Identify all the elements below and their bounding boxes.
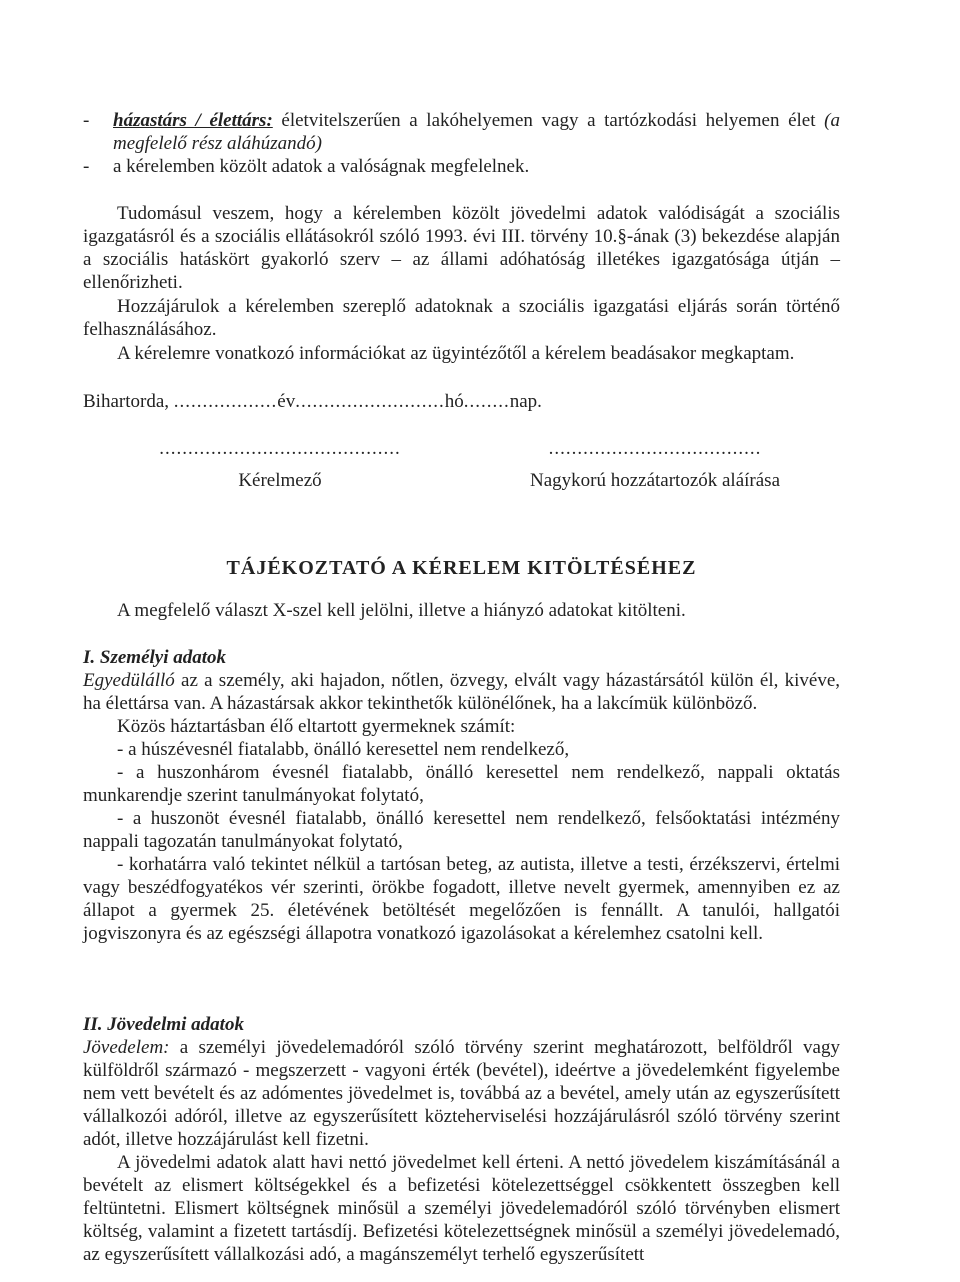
day-blank: ........ — [463, 391, 510, 412]
year-label: év — [277, 391, 296, 412]
relatives-signature-block — [500, 437, 810, 492]
applicant-label: Kérelmező — [238, 470, 322, 491]
definition-term: Egyedülálló — [83, 670, 175, 691]
section-heading: I. Személyi adatok — [83, 647, 227, 668]
child-intro: Közös háztartásban élő eltartott gyermeknek számít: — [117, 716, 516, 737]
list-item: - a huszonöt évesnél fiatalabb, önálló keresettel nem rendelkező, felsőoktatási intézmény nappali tagozatán tanulmányokat folytató, — [83, 808, 840, 852]
single-person-definition — [83, 669, 840, 715]
definition-text: az a személy, aki hajadon, nőtlen, özvegy, elvált vagy házastársától külön él, kivéve, ha élettársa van. A házastársak akkor tekinthetők különélőnek, ha a lakcímük különböző. — [83, 670, 840, 714]
spouse-label: házastárs / élettárs: — [113, 110, 273, 131]
list-item: - a huszonhárom évesnél fiatalabb, önálló keresettel nem rendelkező, nappali oktatás munkarendje szerint tanulmányokat folytató, — [83, 762, 840, 806]
underline-note: (a megfelelő rész aláhúzandó) — [113, 110, 840, 154]
relatives-signature-line: ..................................... — [548, 438, 762, 459]
applicant-signature-block — [130, 437, 430, 492]
list-item: - korhatárra való tekintet nélkül a tartósan beteg, az autista, illetve a testi, érzékszervi, értelmi vagy beszédfogyatékos vér szerinti, örökbe fogadott, illetve nevelt gyermek, amennyiben ez az állapot a gyermek 25. életévének betöltését megelőzően is fennállt. A tanulói, hallgatói jogviszonyra és az egészségi állapotra vonatkozó igazolásokat a kérelemhez csatolni kell. — [83, 854, 840, 944]
place-name: Bihartorda, — [83, 391, 170, 412]
data-truth-statement: a kérelemben közölt adatok a valóságnak megfelelnek. — [113, 156, 530, 177]
definition-text: a személyi jövedelemadóról szóló törvény szerint meghatározott, belföldről vagy külföldről származó - megszerzett - vagyoni érték (bevétel), ideértve a jövedelemként figyelembe nem vett bevételt és az adómentes jövedelmet is, továbbá az a bevétel, amely után az egyszerűsített vállalkozói adóról, illetve az egyszerűsített közteherviselési hozzájárulásról szóló törvény szerint adót, illetve hozzájárulást kell fizetni. — [83, 1037, 840, 1150]
net-income-paragraph: A jövedelmi adatok alatt havi nettó jövedelmet kell érteni. A nettó jövedelem kiszámításánál a bevételt az elismert költségekkel és a befizetési kötelezettséggel csökkentett összegben kell feltüntetni. Elismert költségnek minősül a személyi jövedelemadóról szóló törvényben elismert költség, valamint a fizetett tartásdíj. Befizetési kötelezettségnek minősül a személyi jövedelemadó, az egyszerűsített vállalkozási adó, a magánszemélyt terhelő egyszerűsített — [83, 1152, 840, 1265]
list-item: - a húszévesnél fiatalabb, önálló keresettel nem rendelkező, — [117, 739, 570, 760]
income-definition — [83, 1036, 840, 1151]
section-income-data — [83, 1013, 840, 1266]
list-dash: - — [83, 156, 90, 177]
bullet-list — [83, 109, 840, 178]
page-title: TÁJÉKOZTATÓ A KÉRELEM KITÖLTÉSÉHEZ — [226, 557, 697, 579]
relatives-label: Nagykorú hozzátartozók aláírása — [529, 470, 781, 491]
list-item — [83, 109, 840, 155]
year-blank: .................. — [173, 391, 278, 412]
month-blank: .......................... — [295, 391, 445, 412]
date-line — [83, 390, 840, 413]
list-item — [83, 155, 840, 178]
list-dash: - — [83, 110, 90, 131]
applicant-signature-line: .......................................... — [159, 438, 401, 459]
acknowledgement-paragraph: Tudomásul veszem, hogy a kérelemben közölt jövedelmi adatok valódiságát a szociális igazgatásról és a szociális ellátásokról szóló 1993. évi III. törvény 10.§-ának (3) bekezdése alapján a szociális hatáskört gyakorló szerv – az állami adóhatóság illetékes igazgatósága útján – ellenőrizheti. — [83, 203, 840, 293]
section-personal-data — [83, 646, 840, 945]
definition-term: Jövedelem: — [83, 1037, 170, 1058]
spouse-text: életvitelszerűen a lakóhelyemen vagy a tartózkodási helyemen élet — [272, 110, 825, 131]
section-heading: II. Jövedelmi adatok — [83, 1014, 244, 1035]
consent-paragraph: Hozzájárulok a kérelemben szereplő adatoknak a szociális igazgatási eljárás során történő felhasználásához. — [83, 296, 840, 340]
information-paragraph: A kérelemre vonatkozó információkat az ügyintézőtől a kérelem beadásakor megkaptam. — [117, 343, 795, 364]
intro-paragraph: A megfelelő választ X-szel kell jelölni, illetve a hiányzó adatokat kitölteni. — [117, 600, 686, 621]
day-label: nap. — [509, 391, 542, 412]
month-label: hó — [444, 391, 464, 412]
